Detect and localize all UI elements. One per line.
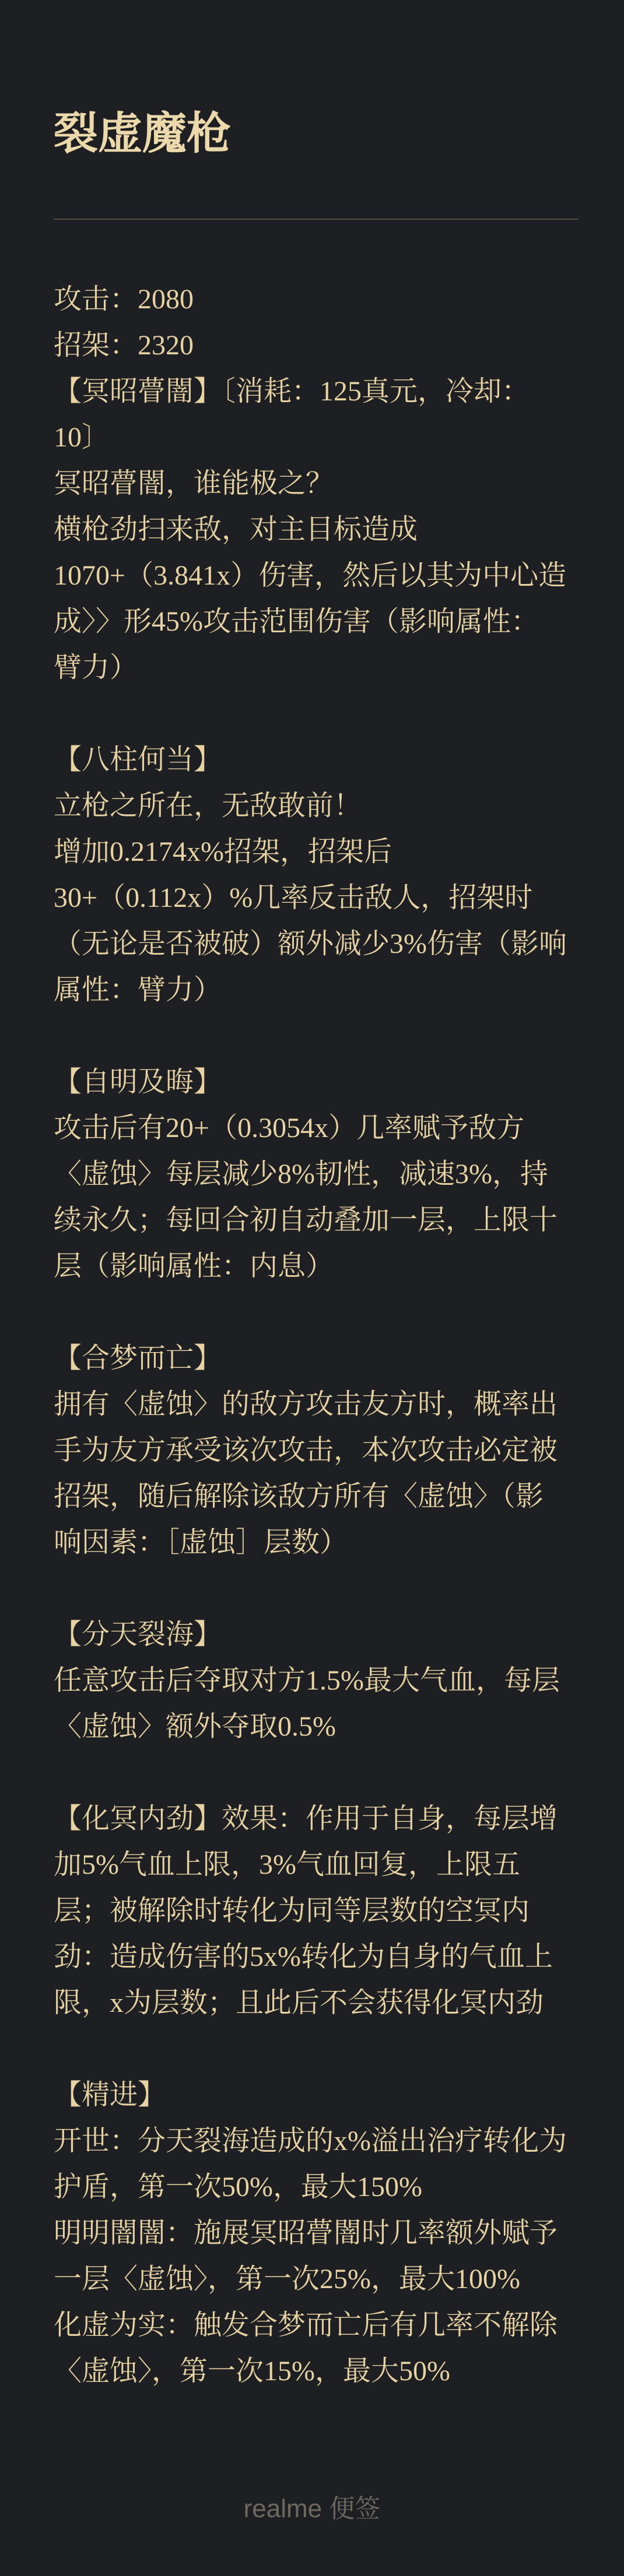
note-line: 拥有〈虚蚀〉的敌方攻击友方时，概率出	[54, 1389, 558, 1420]
note-line: 加5%气血上限，3%气血回复，上限五	[54, 1849, 520, 1880]
note-line	[54, 691, 584, 737]
note-line: 冥昭瞢闇，谁能极之？	[54, 468, 334, 499]
note-line: 立枪之所在，无敌敢前！	[54, 790, 362, 821]
note-title[interactable]: 裂虚魔枪	[54, 110, 231, 159]
note-line: 劲：造成伤害的5x%转化为自身的气血上	[54, 1941, 553, 1972]
note-line: 响因素：［虚蚀］层数）	[54, 1527, 348, 1558]
note-line: 明明闇闇：施展冥昭瞢闇时几率额外赋予	[54, 2218, 558, 2248]
note-line: 护盾，第一次50%，最大150%	[54, 2172, 422, 2202]
note-line	[54, 1565, 584, 1611]
note-line: 30+（0.112x）%几率反击敌人，招架时	[54, 882, 533, 913]
note-line: 【分天裂海】	[54, 1619, 222, 1650]
note-line: 招架：2320	[54, 330, 194, 361]
note-line: 横枪劲扫来敌，对主目标造成	[54, 514, 418, 545]
note-line: 臂力）	[54, 652, 138, 683]
note-line: 一层〈虚蚀〉，第一次25%，最大100%	[54, 2264, 520, 2295]
note-line: 【精进】	[54, 2079, 166, 2110]
note-line: 攻击：2080	[54, 284, 194, 315]
note-line: 开世：分天裂海造成的x%溢出治疗转化为	[54, 2125, 567, 2156]
note-line: 〈虚蚀〉额外夺取0.5%	[54, 1711, 336, 1742]
title-divider	[54, 219, 579, 220]
note-line: 成〉〉形45%攻击范围伤害（影响属性：	[54, 606, 539, 637]
note-line: 〈虚蚀〉每层减少8%韧性，减速3%，持	[54, 1159, 548, 1190]
note-line: 10〕	[54, 422, 110, 453]
note-line: （无论是否被破）额外减少3%伤害（影响	[54, 928, 567, 959]
note-line: 〈虚蚀〉，第一次15%，最大50%	[54, 2356, 450, 2387]
note-line: 层；被解除时转化为同等层数的空冥内	[54, 1895, 530, 1926]
note-line: 【自明及晦】	[54, 1067, 222, 1097]
note-line: 层（影响属性：内息）	[54, 1251, 334, 1282]
note-body[interactable]	[54, 276, 584, 2394]
note-line: 【合梦而亡】	[54, 1343, 222, 1374]
note-line: 【八柱何当】	[54, 744, 222, 775]
note-line: 续永久；每回合初自动叠加一层，上限十	[54, 1205, 558, 1236]
watermark: realme 便签	[243, 2494, 381, 2523]
note-line	[54, 1750, 584, 1796]
note-line: 攻击后有20+（0.3054x）几率赋予敌方	[54, 1113, 525, 1143]
note-line: 【化冥内劲】效果：作用于自身，每层增	[54, 1803, 558, 1834]
note-line: 手为友方承受该次攻击，本次攻击必定被	[54, 1435, 558, 1466]
note-line: 任意攻击后夺取对方1.5%最大气血，每层	[54, 1665, 560, 1696]
note-line: 【冥昭瞢闇】〔消耗：125真元，冷却：	[54, 376, 530, 407]
note-line: 招架，随后解除该敌方所有〈虚蚀〉（影	[54, 1481, 544, 1512]
note-line	[54, 2026, 584, 2072]
note-line	[54, 1289, 584, 1335]
note-line: 属性：臂力）	[54, 974, 222, 1005]
note-line: 限，x为层数；且此后不会获得化冥内劲	[54, 1987, 544, 2018]
note-line: 化虚为实：触发合梦而亡后有几率不解除	[54, 2310, 558, 2341]
note-line: 增加0.2174x%招架，招架后	[54, 836, 392, 867]
note-line: 1070+（3.841x）伤害，然后以其为中心造	[54, 560, 567, 591]
note-line	[54, 1013, 584, 1059]
